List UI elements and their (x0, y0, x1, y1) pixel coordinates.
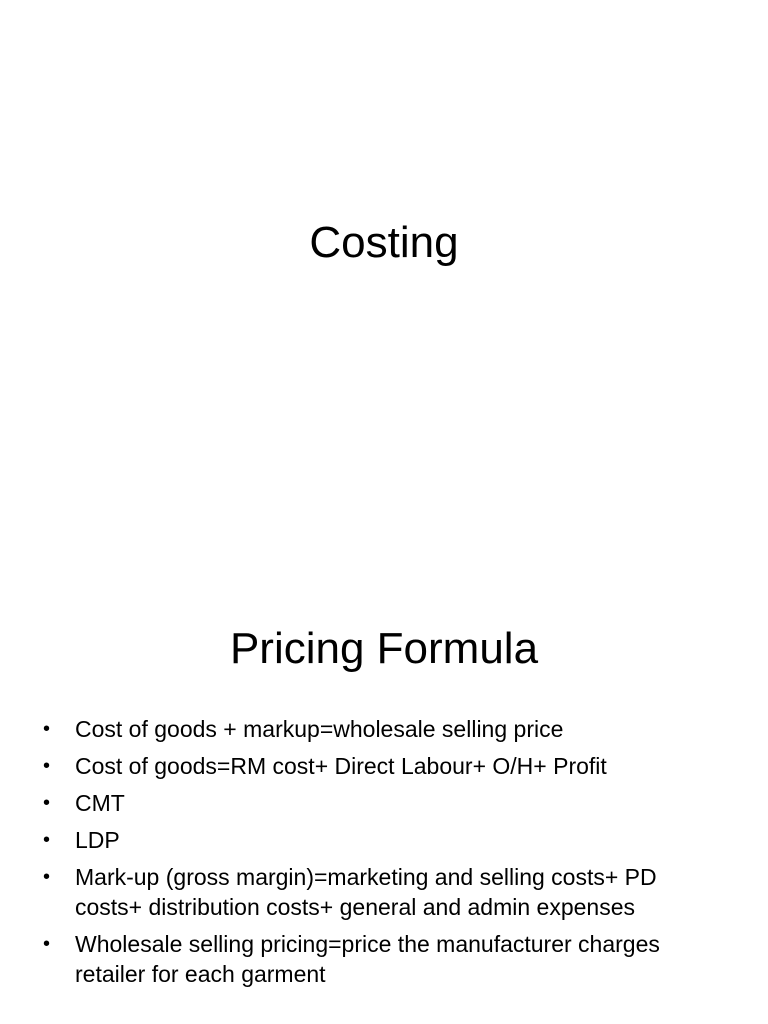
bullet-item (40, 714, 720, 744)
bullet-item (40, 929, 720, 989)
slide-pricing-formula (0, 576, 768, 1024)
bullet-icon: • (43, 718, 51, 740)
bullet-item (40, 825, 720, 855)
bullet-text: Wholesale selling pricing=price the manufacturer charges retailer for each garment (75, 931, 660, 987)
bullet-text: Mark-up (gross margin)=marketing and selling costs+ PD costs+ distribution costs+ general and admin expenses (75, 864, 657, 920)
bullet-text: CMT (75, 790, 125, 816)
bullet-icon: • (43, 755, 51, 777)
bullet-text: Cost of goods=RM cost+ Direct Labour+ O/H+ Profit (75, 753, 607, 779)
slide-title: Pricing Formula (229, 624, 539, 673)
bullet-icon: • (43, 829, 51, 851)
bullet-text: LDP (75, 827, 120, 853)
bullet-item (40, 788, 720, 818)
slide-title: Costing (309, 218, 459, 267)
bullet-text: Cost of goods + markup=wholesale selling price (75, 716, 564, 742)
bullet-item (40, 862, 720, 922)
bullet-icon: • (43, 792, 51, 814)
bullet-icon: • (43, 866, 51, 888)
bullet-item (40, 751, 720, 781)
bullet-icon: • (43, 933, 51, 955)
bullet-list (40, 714, 720, 996)
